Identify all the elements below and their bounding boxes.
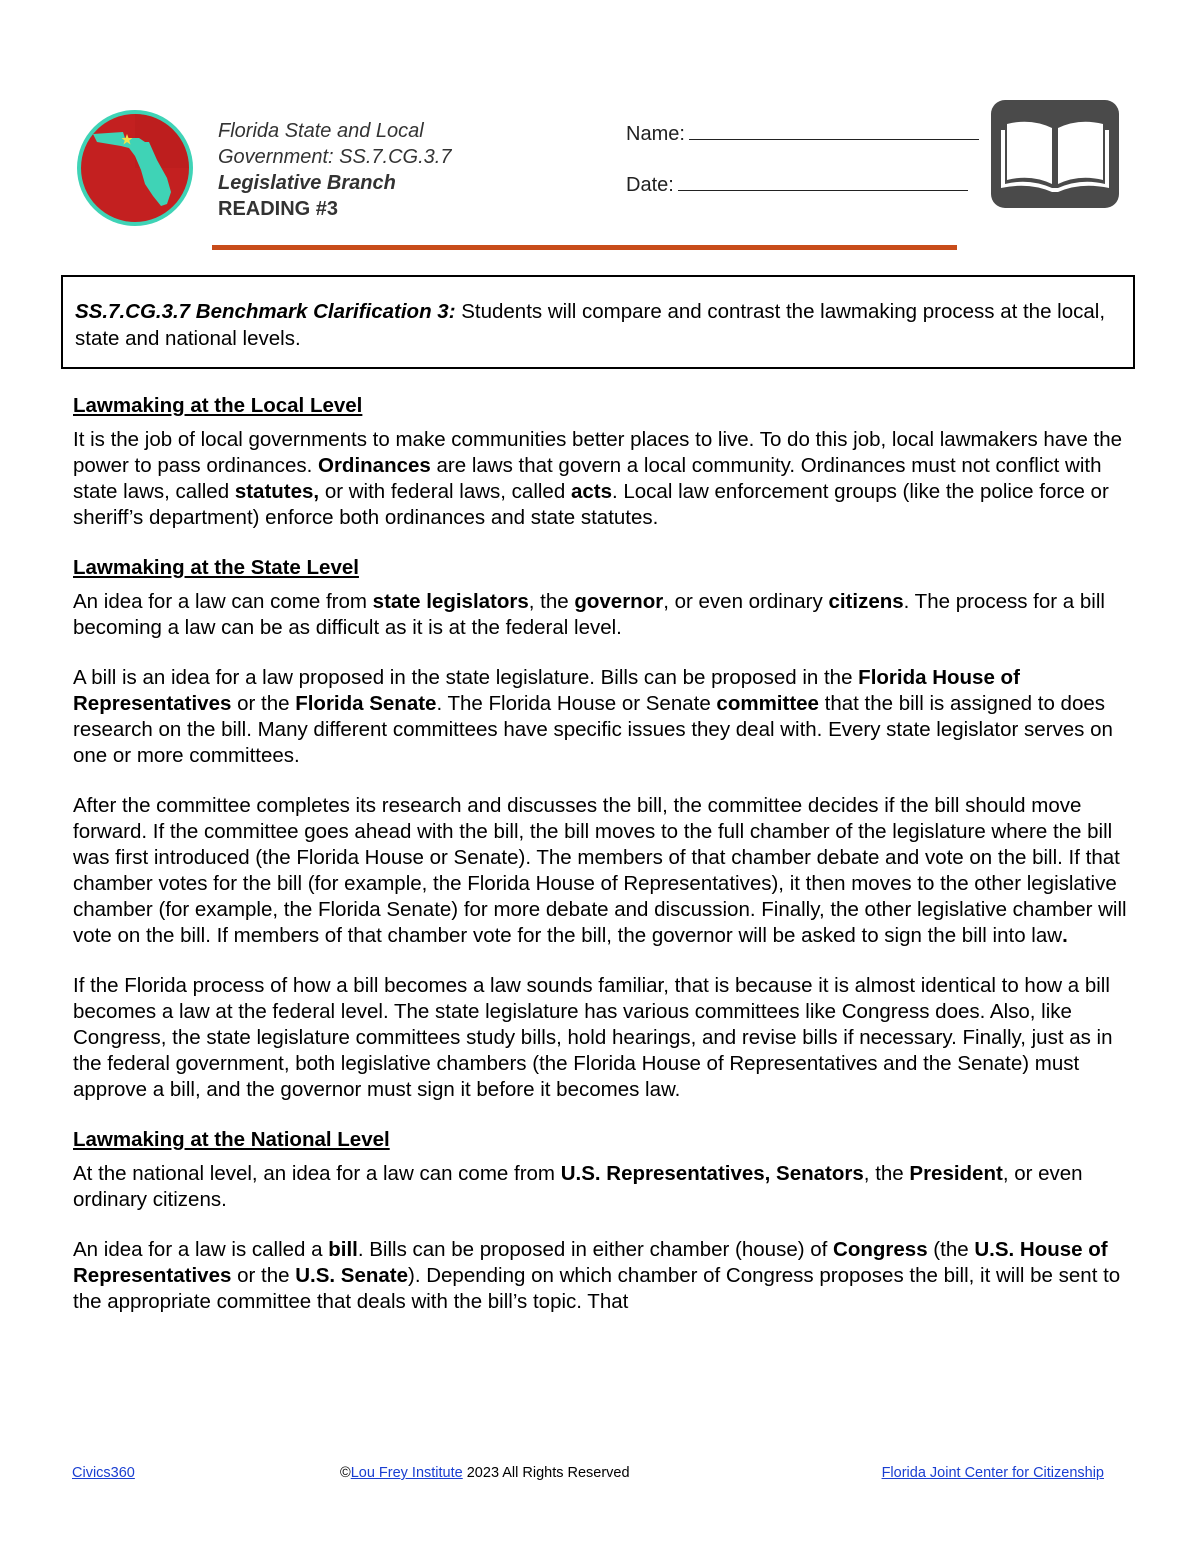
- reading-number: READING #3: [218, 198, 339, 220]
- state-paragraph-1: [73, 589, 1133, 641]
- date-field[interactable]: [626, 172, 968, 197]
- text-run: . Local law enforcement groups (like the police force or sheriff’s department) enforce both ordinances and state statutes.: [73, 480, 1109, 529]
- state-paragraph-2: [73, 665, 1133, 769]
- bold-term: bill: [328, 1238, 358, 1261]
- text-run: that the bill is assigned to does research on the bill. Many different committees have specific issues they deal with. Every state legislator serves on one or more committees.: [73, 692, 1113, 767]
- florida-logo-icon: [75, 108, 195, 228]
- text-run: If the Florida process of how a bill becomes a law sounds familiar, that is because it is almost identical to how a bill becomes a law at the federal level. The state legislature has various committees like Congress does. Also, like Congress, the state legislature committees study bills, hold hearings, and revise bills if necessary. Finally, just as in the federal government, both legislative chambers (the Florida House of Representatives and the Senate) must approve a bill, and the governor must sign it before it becomes law.: [73, 974, 1113, 1101]
- name-field[interactable]: [626, 121, 979, 146]
- bold-term: Congress: [833, 1238, 928, 1261]
- text-run: An idea for a law is called a: [73, 1238, 329, 1261]
- text-run: , the: [528, 590, 575, 613]
- bold-term: U.S. Senate: [295, 1264, 408, 1287]
- text-run: It is the job of local governments to make communities better places to live. To do this job, local lawmakers have the power to pass ordinances.: [73, 428, 1123, 477]
- clarification-text: Students will compare and contrast the lawmaking process at the local, state and national levels.: [75, 300, 1106, 350]
- text-run: are laws that govern a local community. Ordinances must not conflict with state laws, called: [73, 454, 1102, 503]
- text-run: (the: [927, 1238, 975, 1261]
- bold-term: governor: [574, 590, 664, 613]
- text-run: , or even ordinary: [663, 590, 829, 613]
- bold-term: citizens: [828, 590, 904, 613]
- bold-term: Florida House of Representatives: [73, 666, 1020, 715]
- bold-term: statutes,: [234, 480, 320, 503]
- text-run: After the committee completes its research and discusses the bill, the committee decides if the bill should move forward. If the committee goes ahead with the bill, the bill moves to the full chamber of the legislature where the bill was first introduced (the Florida House or Senate). The members of that chamber debate and vote on the bill. If that chamber votes for the bill (for example, the Florida House of Representatives), it then moves to the other legislative chamber (for example, the Florida Senate) for more debate and discussion. Finally, the other legislative chamber will vote on the bill. If members of that chamber vote for the bill, the governor will be asked to sign the bill into law: [73, 794, 1127, 947]
- fjcc-link[interactable]: Florida Joint Center for Citizenship: [881, 1465, 1104, 1481]
- state-paragraph-4: [73, 973, 1133, 1103]
- national-paragraph-2: [73, 1237, 1133, 1315]
- local-paragraph-1: [73, 427, 1133, 531]
- text-run: A bill is an idea for a law proposed in the state legislature. Bills can be proposed in the: [73, 666, 859, 689]
- copyright-symbol: ©: [340, 1465, 351, 1481]
- civics360-link[interactable]: Civics360: [72, 1465, 135, 1481]
- text-run: or with federal laws, called: [319, 480, 571, 503]
- text-run: , or even ordinary citizens.: [73, 1162, 1083, 1211]
- text-run: ). Depending on which chamber of Congress proposes the bill, it will be sent to the appropriate committee that deals with the bill’s topic. That: [73, 1264, 1121, 1313]
- benchmark-clarification-box: SS.7.CG.3.7 Benchmark Clarification 3: Students will compare and contrast the lawmaking process at the local, state and national levels.: [61, 275, 1135, 369]
- bold-term: Florida Senate: [295, 692, 437, 715]
- header-divider: [212, 245, 957, 250]
- subject-line-2: Government: SS.7.CG.3.7: [218, 146, 452, 168]
- date-blank-line[interactable]: [678, 172, 968, 191]
- date-label: Date:: [626, 174, 674, 196]
- bold-term: U.S. Representatives, Senators: [560, 1162, 864, 1185]
- heading-state: Lawmaking at the State Level: [73, 556, 359, 579]
- bold-term: .: [1062, 924, 1068, 947]
- document-header: [218, 118, 451, 222]
- national-paragraph-1: [73, 1161, 1133, 1213]
- text-run: At the national level, an idea for a law can come from: [73, 1162, 561, 1185]
- subject-line-1: Florida State and Local: [218, 120, 424, 142]
- text-run: or the: [231, 692, 296, 715]
- bold-term: U.S. House of Representatives: [73, 1238, 1108, 1287]
- name-blank-line[interactable]: [689, 121, 979, 140]
- text-run: An idea for a law can come from: [73, 590, 373, 613]
- text-run: . Bills can be proposed in either chamber (house) of: [357, 1238, 834, 1261]
- text-run: , the: [863, 1162, 910, 1185]
- lou-frey-institute-link[interactable]: Lou Frey Institute: [350, 1465, 463, 1481]
- name-label: Name:: [626, 123, 685, 145]
- reading-body: [73, 393, 1133, 1339]
- bold-term: state legislators: [372, 590, 529, 613]
- heading-national: Lawmaking at the National Level: [73, 1128, 390, 1151]
- page-footer: [72, 1465, 1104, 1485]
- state-paragraph-3: [73, 793, 1133, 949]
- bold-term: Ordinances: [318, 454, 431, 477]
- copyright-notice: [340, 1465, 630, 1481]
- text-run: . The Florida House or Senate: [436, 692, 717, 715]
- book-icon: [991, 100, 1119, 208]
- heading-local: Lawmaking at the Local Level: [73, 394, 363, 417]
- bold-term: committee: [716, 692, 819, 715]
- text-run: or the: [231, 1264, 296, 1287]
- copyright-text: 2023 All Rights Reserved: [462, 1465, 630, 1481]
- bold-term: President: [909, 1162, 1003, 1185]
- branch-title: Legislative Branch: [218, 172, 396, 194]
- bold-term: acts: [570, 480, 612, 503]
- clarification-lead: SS.7.CG.3.7 Benchmark Clarification 3: [75, 300, 449, 323]
- text-run: . The process for a bill becoming a law can be as difficult as it is at the federal level.: [73, 590, 1105, 639]
